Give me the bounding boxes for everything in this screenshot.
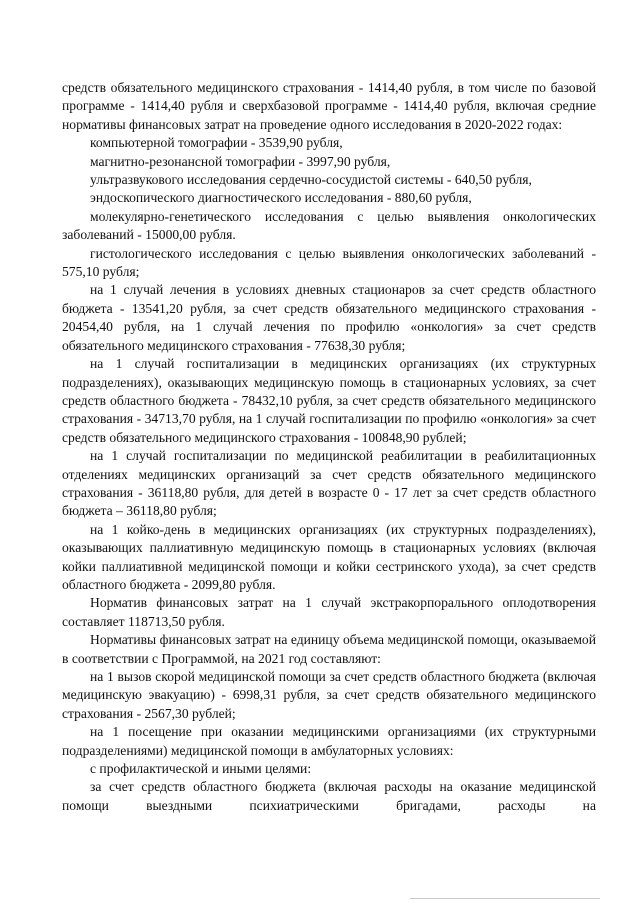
paragraph-p8: на 1 случай лечения в условиях дневных стационаров за счет средств областного бюджета - 13541,20 рубля, за счет средств обязательного медицинского страхования - 20454,40 рубля, на 1 случай лечения по профилю «онкология» за счет средств обязательного медицинского страхования - 77638,30 рубля; [62,282,596,353]
document-body [62,79,596,815]
paragraph-p17: за счет средств областного бюджета (включая расходы на оказание медицинской помощи выездными психиатрическими бригадами, расходы на [62,779,596,813]
paragraph-p5: эндоскопического диагностического исследования - 880,60 рубля, [90,190,472,206]
paragraph-p12: Норматив финансовых затрат на 1 случай экстракорпорального оплодотворения составляет 118713,50 рубля. [62,595,596,629]
paragraph-p1: средств обязательного медицинского страхования - 1414,40 рубля, в том числе по базовой программе - 1414,40 рубля и сверхбазовой программе - 1414,40 рубля, включая средние нормативы финансовых затрат на проведение одного исследования в 2020-2022 годах: [62,80,596,132]
paragraph-p14: на 1 вызов скорой медицинской помощи за счет средств областного бюджета (включая медицинскую эвакуацию) - 6998,31 рубля, за счет средств обязательного медицинского страхования - 2567,30 рублей; [62,669,596,721]
paragraph-p6: молекулярно-генетического исследования с целью выявления онкологических заболеваний - 15000,00 рубля. [62,208,596,243]
paragraph-p13: Нормативы финансовых затрат на единицу объема медицинской помощи, оказываемой в соответствии с Программой, на 2021 год составляют: [62,632,596,666]
paragraph-p2: компьютерной томографии - 3539,90 рубля, [90,135,343,151]
paragraph-p4: ультразвукового исследования сердечно-сосудистой системы - 640,50 рубля, [90,172,532,188]
paragraph-p15: на 1 посещение при оказании медицинскими организациями (их структурными подразделениями) медицинской помощи в амбулаторных условиях: [62,724,596,758]
paragraph-p3: магнитно-резонансной томографии - 3997,90 рубля, [90,153,391,169]
paragraph-p7: гистологического исследования с целью выявления онкологических заболеваний - 575,10 рубля; [62,245,596,280]
paragraph-p11: на 1 койко-день в медицинских организациях (их структурных подразделениях), оказывающих паллиативную медицинскую помощь в стационарных условиях (включая койки паллиативной медицинской помощи и койки сестринского ухода), за счет средств областного бюджета - 2099,80 рубля. [62,521,596,592]
paragraph-p16: с профилактической и иными целями: [90,761,312,777]
scan-artifact-line [410,898,600,899]
paragraph-p9: на 1 случай госпитализации в медицинских организациях (их структурных подразделениях), оказывающих медицинскую помощь в стационарных условиях, за счет средств областного бюджета - 78432,10 рубля, за счет средств обязательного медицинского страхования - 34713,70 рубля, на 1 случай госпитализации по профилю «онкология» за счет средств обязательного медицинского страхования - 100848,90 рублей; [62,356,596,445]
paragraph-p10: на 1 случай госпитализации по медицинской реабилитации в реабилитационных отделениях медицинских организаций за счет средств обязательного медицинского страхования - 36118,80 рубля, для детей в возрасте 0 - 17 лет за счет средств областного бюджета – 36118,80 рубля; [62,448,596,519]
